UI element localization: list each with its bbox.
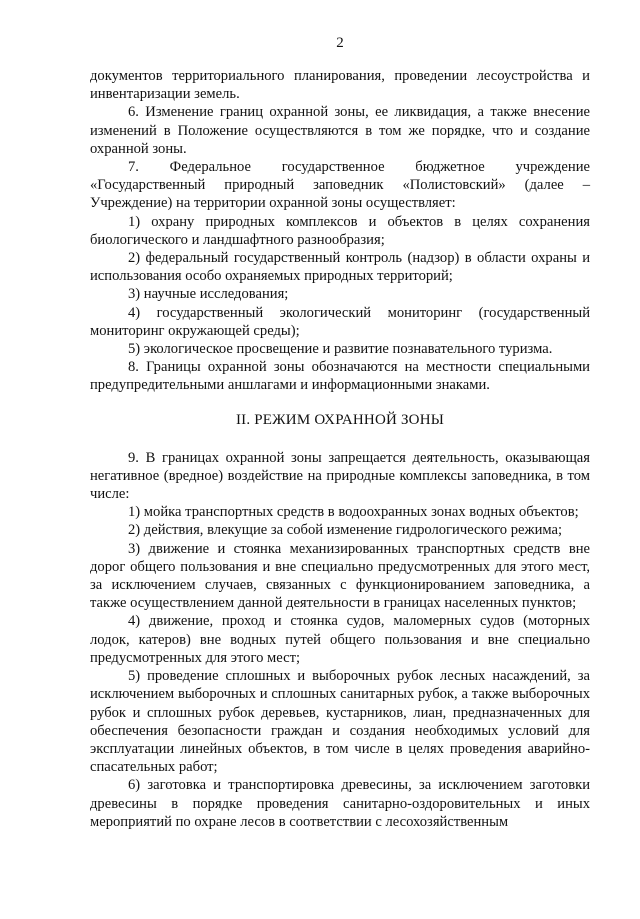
paragraph-item-6: 6. Изменение границ охранной зоны, ее ликвидация, а также внесение изменений в Положение осуществляются в том же порядке, что и создание охранной зоны. xyxy=(90,104,590,157)
paragraph-item-8: 8. Границы охранной зоны обозначаются на местности специальными предупредительными аншлагами и информационными знаками. xyxy=(90,359,590,394)
list-item: 3) научные исследования; xyxy=(128,286,289,303)
list-item: 6) заготовка и транспортировка древесины, за исключением заготовки древесины в порядке проведения санитарно-оздоровительных и иных мероприятий по охране лесов в соответствии с лесохозяйственным xyxy=(90,777,590,830)
paragraph: документов территориального планирования, проведении лесоустройства и инвентаризации земель. xyxy=(90,68,590,103)
list-item: 1) охрану природных комплексов и объектов в целях сохранения биологического и ландшафтного разнообразия; xyxy=(90,213,590,248)
paragraph-item-7: 7. Федеральное государственное бюджетное учреждение «Государственный природный заповедник «Полистовский» (далее – Учреждение) на территории охранной зоны осуществляет: xyxy=(90,159,590,212)
paragraph-item-9: 9. В границах охранной зоны запрещается деятельность, оказывающая негативное (вредное) воздействие на природные комплексы заповедника, в том числе: xyxy=(90,449,590,503)
list-item: 5) экологическое просвещение и развитие познавательного туризма. xyxy=(128,341,553,358)
paragraphs-after-heading xyxy=(90,449,590,831)
paragraphs-before-heading xyxy=(90,67,590,395)
list-item: 5) проведение сплошных и выборочных рубок лесных насаждений, за исключением выборочных и сплошных санитарных рубок, а также выборочных рубок и сплошных рубок деревьев, кустарников, лиан, предназначенных для обеспечения безопасности граждан и создания необходимых условий для эксплуатации линейных объектов, в том числе в целях проведения аварийно-спасательных работ; xyxy=(90,668,590,776)
section-heading: II. РЕЖИМ ОХРАННОЙ ЗОНЫ xyxy=(235,411,445,428)
page-number: 2 xyxy=(336,35,344,51)
list-item: 2) действия, влекущие за собой изменение гидрологического режима; xyxy=(128,522,563,539)
list-item: 3) движение и стоянка механизированных транспортных средств вне дорог общего пользования и вне специально предусмотренных для этого мест, за исключением случаев, связанных с функционированием заповедника, а также осуществлением данной деятельности в границах населенных пунктов; xyxy=(90,540,590,612)
list-item: 1) мойка транспортных средств в водоохранных зонах водных объектов; xyxy=(128,504,579,521)
list-item: 4) государственный экологический мониторинг (государственный мониторинг окружающей среды); xyxy=(90,304,590,339)
list-item: 2) федеральный государственный контроль (надзор) в области охраны и использования особо охраняемых природных территорий; xyxy=(90,250,590,285)
list-item: 4) движение, проход и стоянка судов, маломерных судов (моторных лодок, катеров) вне водных путей общего пользования и вне специально предусмотренных для этого мест; xyxy=(90,613,590,666)
document-body xyxy=(90,67,590,831)
